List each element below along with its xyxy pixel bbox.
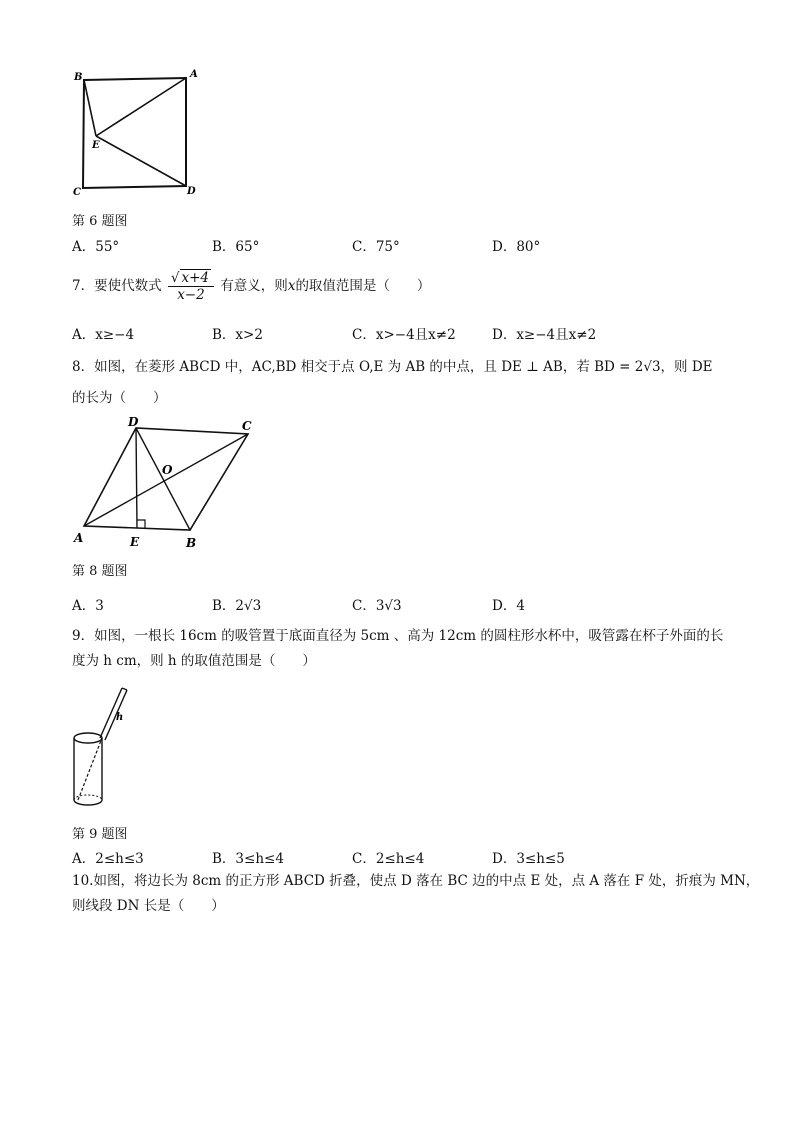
q7-option-c[interactable]: C．x>−4且x≠2 [352,327,456,343]
q9-label-h: h [116,712,124,723]
q8-label-c: C [242,419,252,433]
q7-prefix: 7．要使代数式 [72,278,162,294]
q6-segment-ea [96,78,186,136]
q9-stem-line1: 9．如图，一根长 16cm 的吸管置于底面直径为 5cm 、高为 12cm 的圆柱形水杯中，吸管露在杯子外面的长 [72,628,724,644]
q8-option-b[interactable]: B．2√3 [212,598,262,614]
q7-stem [72,270,430,303]
q6-caption: 第 6 题图 [72,214,128,229]
q6-label-b: B [74,72,83,83]
q8-caption: 第 8 题图 [72,564,128,579]
q8-option-d[interactable]: D．4 [492,598,525,614]
q7-fraction: $\frac{√ x+4}{x-2}$ [168,270,214,303]
q8-label-b: B [186,536,197,550]
q7-var: x [287,278,296,294]
q6-segment-ed [96,136,186,186]
q8-label-e: E [130,535,140,549]
q7-denominator: x−2 [177,287,205,303]
q8-figure [70,414,270,554]
q7-option-d[interactable]: D．x≥−4且x≠2 [492,327,597,343]
q9-option-a[interactable]: A．2≤h≤3 [72,851,144,867]
q7-option-a[interactable]: A．x≥−4 [72,327,135,343]
q6-square [83,78,186,188]
q9-cup-top [74,733,102,743]
q9-figure [68,682,148,812]
q8-option-a[interactable]: A．3 [72,598,104,614]
q6-figure [70,68,200,198]
q6-option-a[interactable]: A．55° [72,239,120,255]
q6-option-d[interactable]: D．80° [492,239,541,255]
q6-label-e: E [92,140,100,151]
q8-right-angle-mark [137,520,145,528]
q6-label-d: D [187,186,196,197]
q9-cup-bottom [74,800,102,805]
q8-rhombus [84,428,248,530]
q7-option-b[interactable]: B．x>2 [212,327,263,343]
q6-option-c[interactable]: C．75° [352,239,400,255]
q8-label-d: D [128,415,139,429]
q8-label-o: O [162,463,173,477]
q9-option-c[interactable]: C．2≤h≤4 [352,851,425,867]
q6-segment-be [84,80,96,136]
q9-straw-end [122,688,127,690]
q7-numerator: x+4 [181,270,210,286]
q8-option-c[interactable]: C．3√3 [352,598,402,614]
q8-label-a: A [74,531,84,545]
q7-suffix-b: 的取值范围是（ ） [295,278,431,294]
q9-option-b[interactable]: B．3≤h≤4 [212,851,284,867]
q9-straw-inside [78,738,102,800]
q8-stem-line2: 的长为（ ） [72,390,167,406]
q6-label-c: C [73,187,81,198]
q10-stem-line2: 则线段 DN 长是（ ） [72,898,225,914]
q6-option-b[interactable]: B．65° [212,239,260,255]
q9-caption: 第 9 题图 [72,827,128,842]
q8-stem-line1: 8．如图，在菱形 ABCD 中，AC,BD 相交于点 O,E 为 AB 的中点，且 DE ⊥ AB，若 BD = 2√3，则 DE [72,359,713,375]
q10-stem-line1: 10.如图，将边长为 8cm 的正方形 ABCD 折叠，使点 D 落在 BC 边的中点 E 处，点 A 落在 F 处，折痕为 MN， [72,873,760,889]
q6-label-a: A [190,69,198,80]
q8-diagonal-bd [136,428,190,530]
q9-option-d[interactable]: D．3≤h≤5 [492,851,565,867]
q8-segment-de [136,428,137,528]
q9-stem-line2: 度为 h cm，则 h 的取值范围是（ ） [72,653,316,669]
q7-suffix-a: 有意义，则 [220,278,288,294]
